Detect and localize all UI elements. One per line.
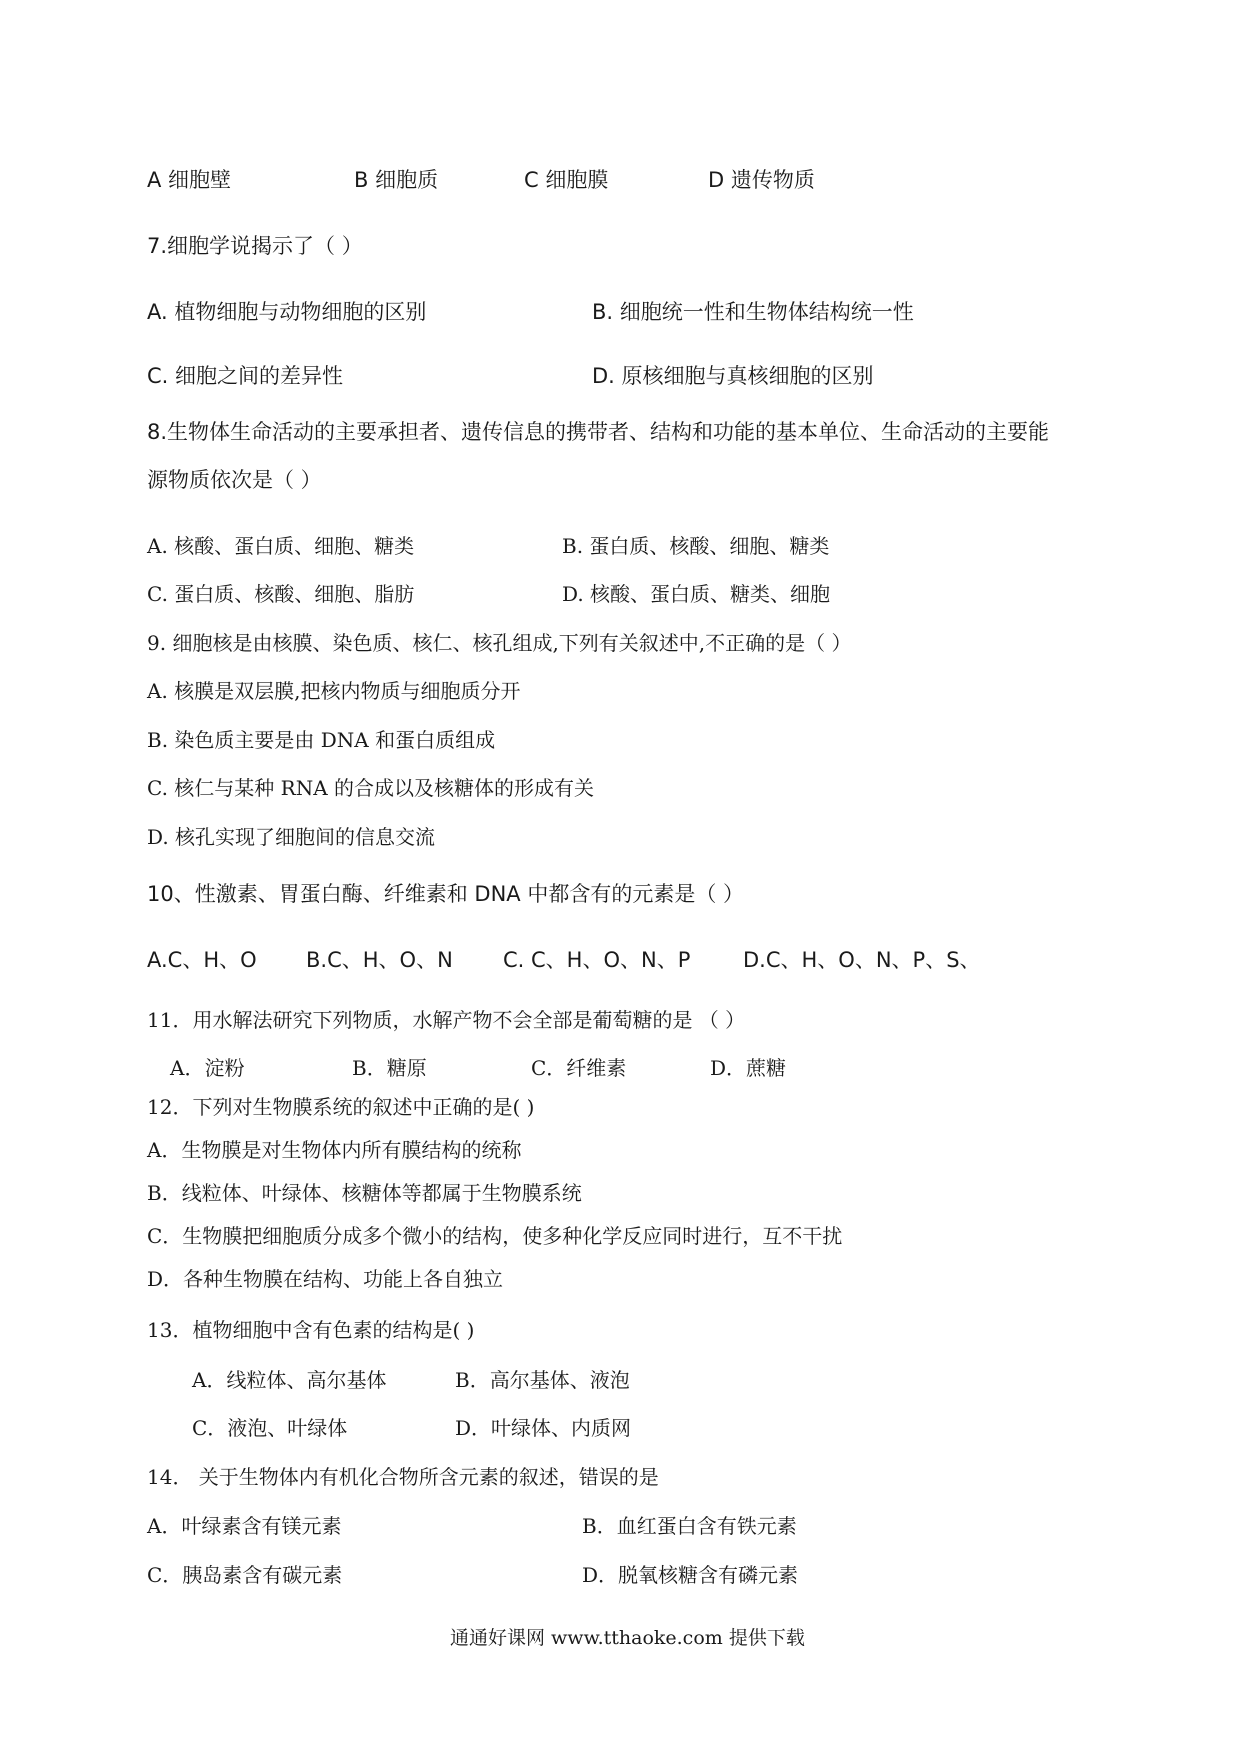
q9-option-c: C. 核仁与某种 RNA 的合成以及核糖体的形成有关: [147, 776, 595, 800]
page-footer: 通通好课网 www.tthaoke.com 提供下载: [450, 1627, 805, 1649]
q13-option-b: B．高尔基体、液泡: [455, 1368, 630, 1392]
q7-option-c: C. 细胞之间的差异性: [147, 364, 344, 388]
q11-stem: 11．用水解法研究下列物质，水解产物不会全部是葡萄糖的是 （ ）: [147, 1008, 746, 1032]
q7-stem: 7.细胞学说揭示了（ ）: [147, 234, 363, 258]
q8-option-b: B. 蛋白质、核酸、细胞、糖类: [562, 534, 830, 558]
q7-option-d: D. 原核细胞与真核细胞的区别: [592, 364, 874, 388]
q8-option-d: D. 核酸、蛋白质、糖类、细胞: [562, 582, 831, 606]
q14-option-c: C．胰岛素含有碳元素: [147, 1563, 343, 1587]
q12-option-a: A．生物膜是对生物体内所有膜结构的统称: [147, 1138, 522, 1162]
q9-option-a: A. 核膜是双层膜,把核内物质与细胞质分开: [147, 679, 521, 703]
q11-option-d: D．蔗糖: [710, 1056, 787, 1080]
q13-option-d: D．叶绿体、内质网: [455, 1416, 632, 1440]
q8-stem-line1: 8.生物体生命活动的主要承担者、遗传信息的携带者、结构和功能的基本单位、生命活动的主要能: [147, 420, 1050, 444]
q7-option-b: B. 细胞统一性和生物体结构统一性: [592, 300, 914, 324]
q8-option-c: C. 蛋白质、核酸、细胞、脂肪: [147, 582, 415, 606]
q12-stem: 12．下列对生物膜系统的叙述中正确的是( ): [147, 1095, 535, 1119]
q9-option-b: B. 染色质主要是由 DNA 和蛋白质组成: [147, 728, 496, 752]
q10-stem: 10、性激素、胃蛋白酶、纤维素和 DNA 中都含有的元素是（ ）: [147, 882, 744, 906]
q14-option-d: D．脱氧核糖含有磷元素: [582, 1563, 799, 1587]
q13-stem: 13．植物细胞中含有色素的结构是( ): [147, 1318, 475, 1342]
q6-option-b: B 细胞质: [354, 168, 439, 192]
q11-option-a: A．淀粉: [170, 1056, 245, 1080]
q10-option-b: B.C、H、O、N: [306, 948, 453, 972]
q8-option-a: A. 核酸、蛋白质、细胞、糖类: [147, 534, 415, 558]
q9-option-d: D. 核孔实现了细胞间的信息交流: [147, 825, 436, 849]
q10-option-c: C. C、H、O、N、P: [503, 948, 691, 972]
q11-option-b: B．糖原: [352, 1056, 427, 1080]
q8-stem-line2: 源物质依次是（ ）: [147, 468, 322, 492]
q10-option-a: A.C、H、O: [147, 948, 257, 972]
q9-stem: 9. 细胞核是由核膜、染色质、核仁、核孔组成,下列有关叙述中,不正确的是（ ）: [147, 631, 852, 655]
q12-option-c: C．生物膜把细胞质分成多个微小的结构，使多种化学反应同时进行，互不干扰: [147, 1224, 843, 1248]
q10-option-d: D.C、H、O、N、P、S、: [743, 948, 981, 972]
q14-option-a: A．叶绿素含有镁元素: [147, 1514, 342, 1538]
q6-option-d: D 遗传物质: [708, 168, 815, 192]
q7-option-a: A. 植物细胞与动物细胞的区别: [147, 300, 427, 324]
q11-option-c: C．纤维素: [531, 1056, 627, 1080]
q6-option-a: A 细胞壁: [147, 168, 232, 192]
q13-option-a: A．线粒体、高尔基体: [192, 1368, 387, 1392]
q12-option-b: B．线粒体、叶绿体、核糖体等都属于生物膜系统: [147, 1181, 582, 1205]
q13-option-c: C．液泡、叶绿体: [192, 1416, 348, 1440]
q12-option-d: D．各种生物膜在结构、功能上各自独立: [147, 1267, 504, 1291]
q14-option-b: B．血红蛋白含有铁元素: [582, 1514, 797, 1538]
q14-stem: 14． 关于生物体内有机化合物所含元素的叙述，错误的是: [147, 1465, 659, 1489]
q6-option-c: C 细胞膜: [524, 168, 609, 192]
